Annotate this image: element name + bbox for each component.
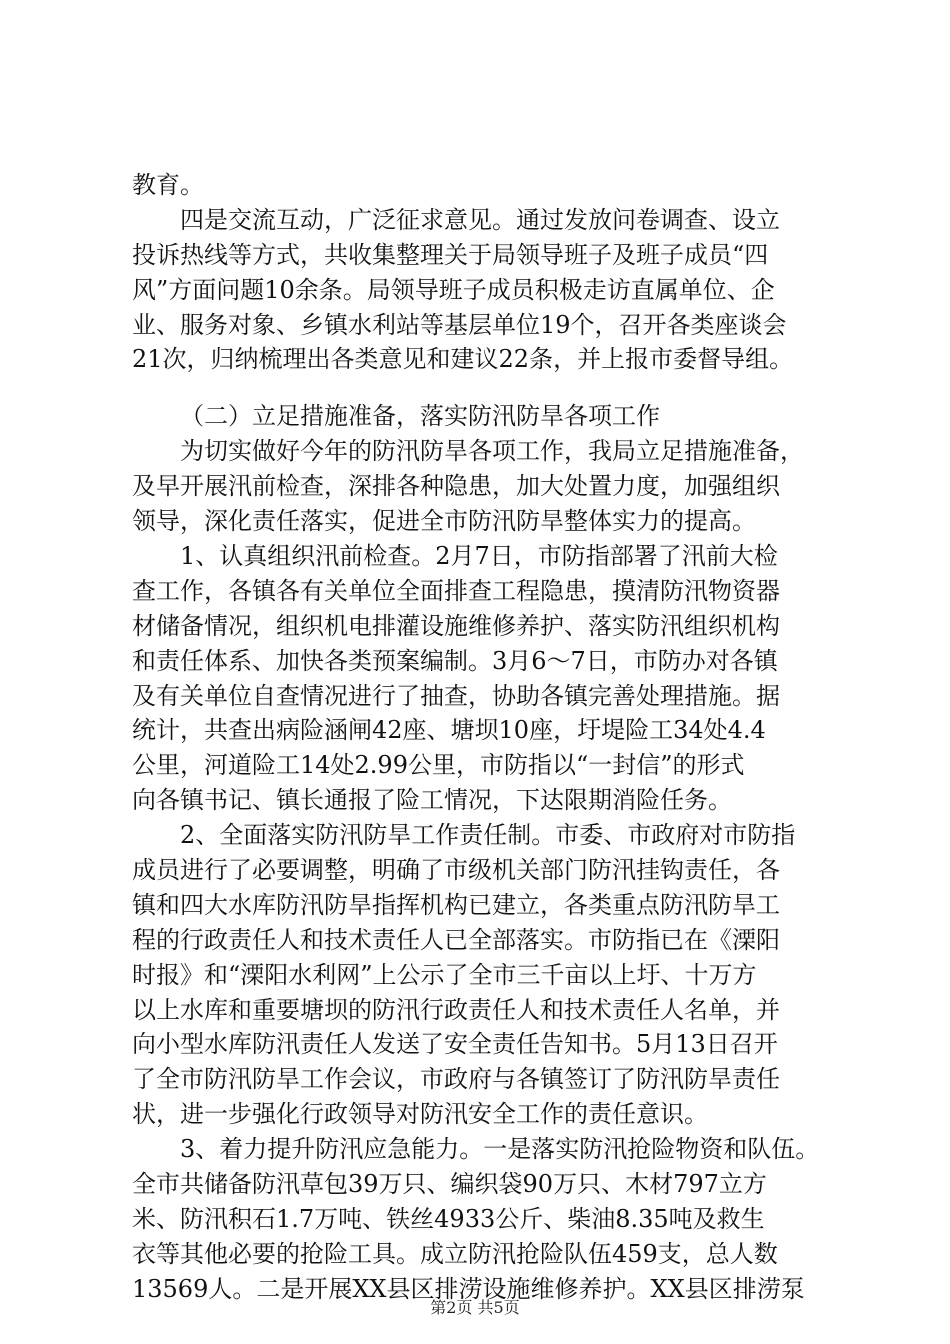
text-line: 风”方面问题10余条。局领导班子成员积极走访直属单位、企 <box>132 275 775 304</box>
text-line: 查工作，各镇各有关单位全面排查工程隐患，摸清防汛物资器 <box>132 576 780 605</box>
text-line: 2、全面落实防汛防旱工作责任制。市委、市政府对市防指 <box>180 821 796 850</box>
text-line: 镇和四大水库防汛防旱指挥机构已建立，各类重点防汛防旱工 <box>132 890 780 919</box>
text-line: 业、服务对象、乡镇水利站等基层单位19个，召开各类座谈会 <box>132 310 787 339</box>
text-line: 四是交流互动，广泛征求意见。通过发放问卷调查、设立 <box>180 205 780 234</box>
section-heading: （二）立足措施准备，落实防汛防旱各项工作 <box>180 402 660 431</box>
text-line: 时报》和“溧阳水利网”上公示了全市三千亩以上圩、十万方 <box>132 960 757 989</box>
text-line: 向小型水库防汛责任人发送了安全责任告知书。5月13日召开 <box>132 1030 778 1059</box>
text-line: 和责任体系、加快各类预案编制。3月6～7日，市防办对各镇 <box>132 646 778 675</box>
text-line: 材储备情况，组织机电排灌设施维修养护、落实防汛组织机构 <box>132 611 780 640</box>
text-line: 领导，深化责任落实，促进全市防汛防旱整体实力的提高。 <box>132 507 756 536</box>
text-line: 1、认真组织汛前检查。2月7日，市防指部署了汛前大检 <box>180 542 778 571</box>
text-line: 程的行政责任人和技术责任人已全部落实。市防指已在《溧阳 <box>132 925 780 954</box>
text-line: 公里，河道险工14处2.99公里，市防指以“一封信”的形式 <box>132 751 745 780</box>
text-line: 投诉热线等方式，共收集整理关于局领导班子及班子成员“四 <box>132 240 769 269</box>
document-body <box>132 170 844 1309</box>
text-line: 成员进行了必要调整，明确了市级机关部门防汛挂钩责任，各 <box>132 856 780 885</box>
text-line: 教育。 <box>132 171 204 199</box>
text-line: 衣等其他必要的抢险工具。成立防汛抢险队伍459支，总人数 <box>132 1239 778 1268</box>
text-line: 及有关单位自查情况进行了抽查，协助各镇完善处理措施。据 <box>132 681 780 710</box>
text-line: 向各镇书记、镇长通报了险工情况，下达限期消险任务。 <box>132 786 732 815</box>
page-number: 第2页 共5页 <box>430 1298 520 1317</box>
text-line: 了全市防汛防旱工作会议，市政府与各镇签订了防汛防旱责任 <box>132 1065 780 1094</box>
text-line: 米、防汛积石1.7万吨、铁丝4933公斤、柴油8.35吨及救生 <box>132 1204 765 1233</box>
text-line: 为切实做好今年的防汛防旱各项工作，我局立足措施准备， <box>180 437 804 466</box>
text-line: 21次，归纳梳理出各类意见和建议22条，并上报市委督导组。 <box>132 345 794 374</box>
text-line: 全市共储备防汛草包39万只、编织袋90万只、木材797立方 <box>132 1170 767 1199</box>
text-line: 及早开展汛前检查，深排各种隐患，加大处置力度，加强组织 <box>132 472 780 501</box>
text-line: 以上水库和重要塘坝的防汛行政责任人和技术责任人名单，并 <box>132 995 780 1024</box>
text-line: 状，进一步强化行政领导对防汛安全工作的责任意识。 <box>132 1100 708 1129</box>
text-line: 13569人。二是开展XX县区排涝设施维修养护。XX县区排涝泵 <box>132 1274 805 1303</box>
text-line: 3、着力提升防汛应急能力。一是落实防汛抢险物资和队伍。 <box>180 1135 820 1164</box>
text-line: 统计，共查出病险涵闸42座、塘坝10座，圩堤险工34处4.4 <box>132 716 766 745</box>
